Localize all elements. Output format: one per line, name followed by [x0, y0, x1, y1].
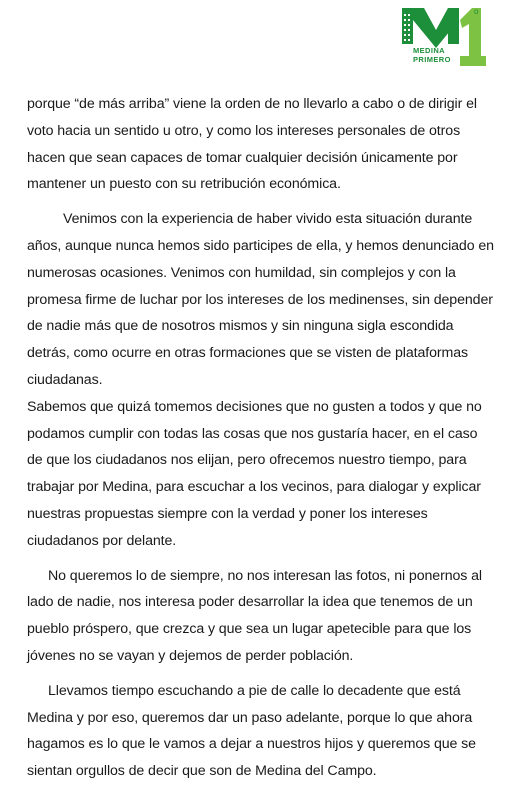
text-line: Sabemos que quizá tomemos decisiones que no gusten a todos y que no [27, 398, 482, 415]
text-line: hacen que sean capaces de tomar cualquier decisión únicamente por [27, 149, 458, 166]
logo-wordmark [413, 47, 463, 64]
text-line: trabajar por Medina, para escuchar a los vecinos, para dialogar y explicar [27, 479, 481, 496]
text-line: pueblo próspero, que crezca y que sea un lugar apetecible para que los [27, 621, 472, 638]
text-line: porque “de más arriba” viene la orden de no llevarlo a cabo o de dirigir el [27, 96, 477, 112]
logo-line-2: PRIMERO [413, 54, 451, 64]
text-line: voto hacia un sentido u otro, y como los intereses personales de otros [27, 122, 461, 139]
text-line: de nadie más que de nosotros mismos y sin ninguna sigla escondida [27, 318, 454, 335]
paragraph-5 [27, 678, 495, 785]
text-line: mantener un puesto con su retribución económica. [27, 176, 341, 193]
text-line: sientan orgullos de decir que son de Medina del Campo. [27, 763, 377, 780]
text-line: Medina y por eso, queremos dar un paso adelante, porque lo que ahora [27, 709, 473, 726]
paragraph-4 [27, 563, 495, 670]
text-line: detrás, como ocurre en otras formaciones que se visten de plataformas [27, 345, 469, 362]
text-line: promesa firme de luchar por los intereses de los medinenses, sin depender [27, 291, 493, 308]
text-line: Llevamos tiempo escuchando a pie de calle lo decadente que está [48, 682, 461, 699]
document-body [27, 91, 495, 785]
text-line: ciudadanos por delante. [27, 532, 177, 549]
paragraph-2 [27, 206, 495, 394]
text-line: ciudadanas. [27, 371, 103, 388]
text-line: hagamos es lo que le vamos a dejar a nuestros hijos y queremos que se [27, 736, 476, 753]
text-line: lado de nadie, nos interesa poder desarrollar la idea que tenemos de un [27, 594, 473, 611]
text-line: años, aunque nunca hemos sido participes de ella, y hemos denunciado en [27, 237, 494, 254]
logo-superscript: o [474, 7, 479, 16]
text-line: No queremos lo de siempre, no nos interesan las fotos, ni ponernos al [48, 567, 482, 584]
text-line: jóvenes no se vayan y dejemos de perder población. [27, 647, 354, 664]
text-line: podamos cumplir con todas las cosas que nos gustaría hacer, en el caso [27, 425, 478, 442]
text-line: numerosas ocasiones. Venimos con humildad, sin complejos y con la [27, 264, 456, 281]
paragraph-3 [27, 394, 495, 555]
text-line: nuestras propuestas siempre con la verdad y poner los intereses [27, 505, 428, 522]
logo-line-1: MEDINA [413, 46, 445, 55]
paragraph-1 [27, 91, 495, 198]
text-line: de que los ciudadanos nos elijan, pero ofrecemos nuestro tiempo, para [27, 452, 467, 469]
text-line: Venimos con la experiencia de haber vivido esta situación durante [63, 211, 473, 228]
